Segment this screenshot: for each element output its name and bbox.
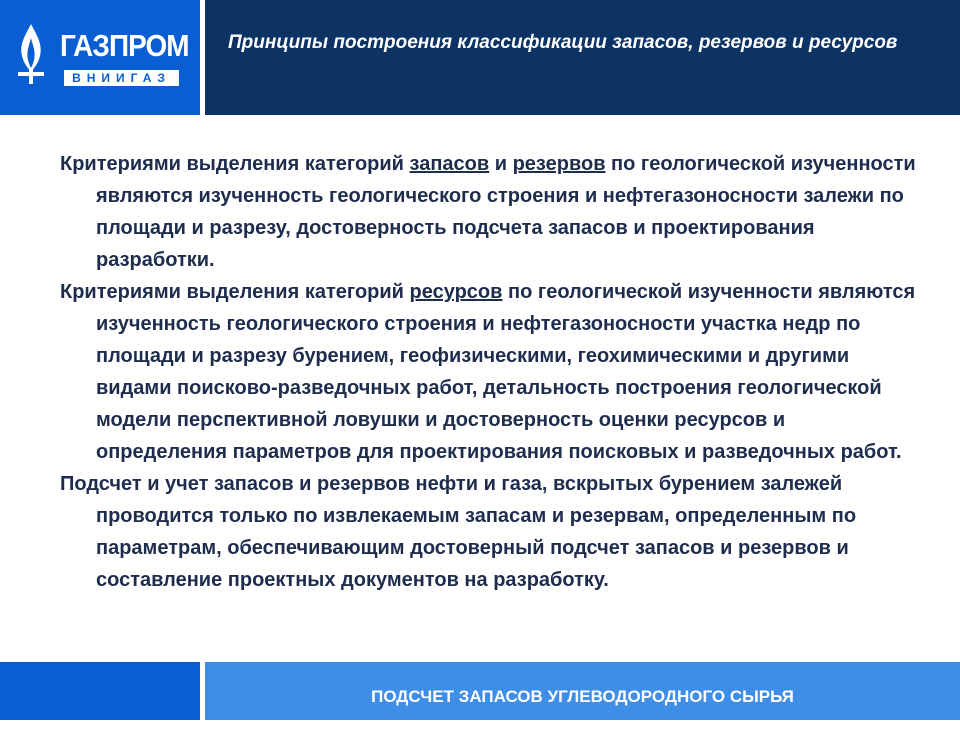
paragraph-reserves-criteria <box>60 148 920 276</box>
footer-bar <box>0 662 960 720</box>
slide-title: Принципы построения классификации запасов, резервов и ресурсов <box>228 32 898 53</box>
logo-name: ГАЗПРОМ <box>60 28 189 63</box>
header-bar <box>0 0 960 115</box>
paragraph-counting-rules: Подсчет и учет запасов и резервов нефти и газа, вскрытых бурением залежей проводится только по извлекаемым запасам и резервам, определенным по параметрам, обеспечивающим достоверный подсчет запасов и резервов и составление проектных документов на разработку. <box>60 473 857 591</box>
slide-body <box>60 148 920 596</box>
link-resursov[interactable]: ресурсов <box>409 281 503 303</box>
paragraph-text: и <box>489 153 513 175</box>
paragraph-text: по геологической изученности являются изученность геологического строения и нефтегазоносности участка недр по площади и разрезу бурением, геофизическими, геохимическими и другими видами поисково-разведочных работ, детальность построения геологической модели перспективной ловушки и достоверность оценки ресурсов и определения параметров для проектирования поисковых и разведочных работ. <box>96 281 916 463</box>
paragraph-text: по геологической изученности являются изученность геологического строения и нефтегазоносности залежи по площади и разрезу, достоверность подсчета запасов и проектирования разработки. <box>96 153 916 271</box>
logo <box>0 0 200 115</box>
gazprom-flame-icon <box>16 22 46 86</box>
logo-subtitle: ВНИИГАЗ <box>64 70 179 86</box>
header-divider <box>200 0 205 115</box>
footer-caption: ПОДСЧЕТ ЗАПАСОВ УГЛЕВОДОРОДНОГО СЫРЬЯ <box>371 687 794 706</box>
link-zapasov[interactable]: запасов <box>409 153 490 175</box>
paragraph-text: Критериями выделения категорий <box>60 281 410 303</box>
link-rezervov[interactable]: резервов <box>512 153 606 175</box>
paragraph-text: Критериями выделения категорий <box>60 153 410 175</box>
paragraph-resources-criteria <box>60 276 920 468</box>
footer-caption-area <box>205 662 960 720</box>
